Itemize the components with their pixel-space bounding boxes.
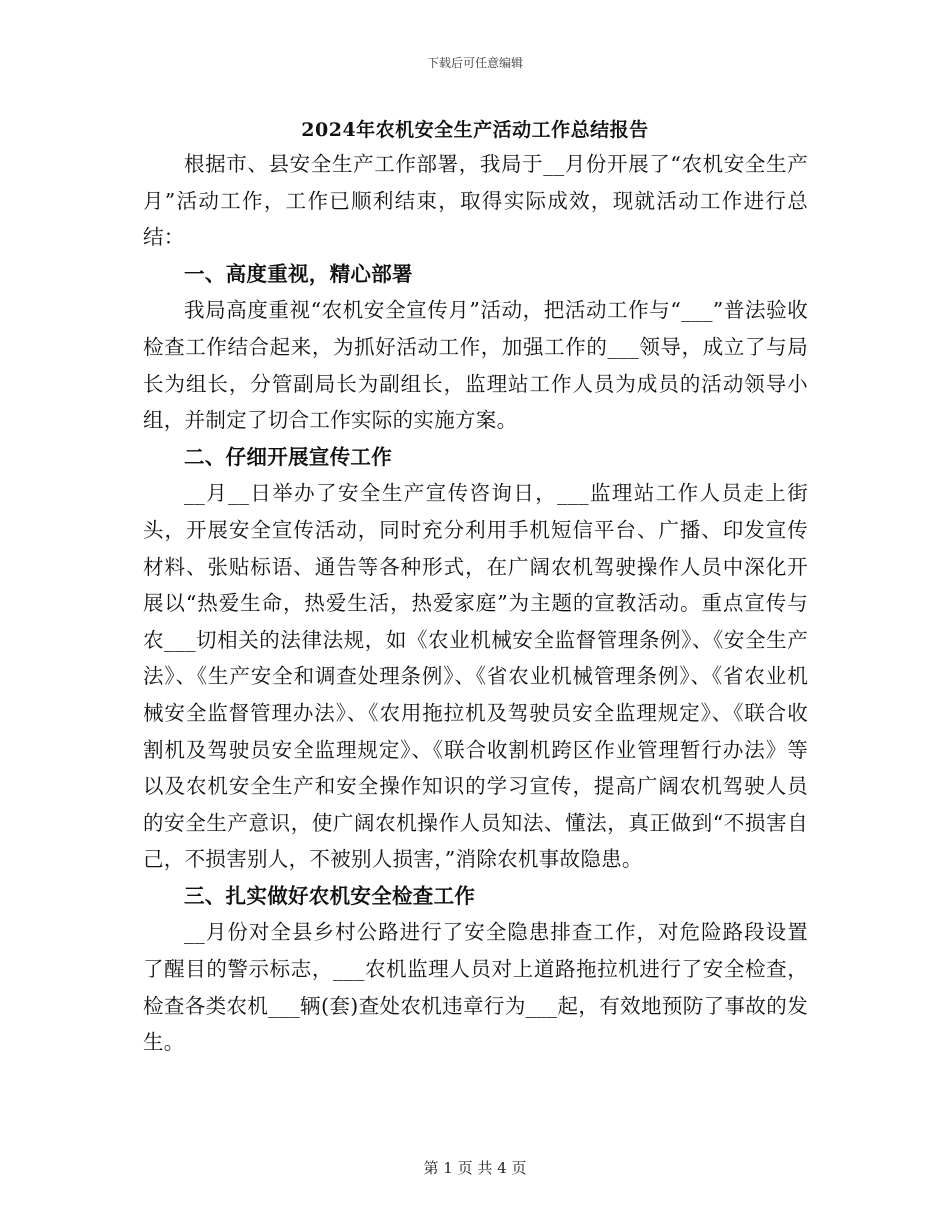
page-number: 第 1 页 共 4 页 — [423, 1159, 527, 1177]
section-3-heading: 三、扎实做好农机安全检查工作 — [184, 883, 476, 908]
intro-paragraph: 根据市、县安全生产工作部署，我局于__月份开展了“农机安全生产月”活动工作，工作已顺利结束，取得实际成效，现就活动工作进行总结： — [143, 152, 808, 250]
section-2-heading: 二、仔细开展宣传工作 — [184, 444, 392, 469]
section-2-paragraph: __月__日举办了安全生产宣传咨询日，___监理站工作人员走上街头，开展安全宣传活动，同时充分利用手机短信平台、广播、印发宣传材料、张贴标语、通告等各种形式，在广阔农机驾驶操作人员中深化开展以“热爱生命，热爱生活，热爱家庭”为主题的宣教活动。重点宣传与农___切相关的法律法规，如《农业机械安全监督管理条例》、《安全生产法》、《生产安全和调查处理条例》、《省农业机械管理条例》、《省农业机械安全监督管理办法》、《农用拖拉机及驾驶员安全监理规定》、《联合收割机及驾驶员安全监理规定》、《联合收割机跨区作业管理暂行办法》等以及农机安全生产和安全操作知识的学习宣传，提高广阔农机驾驶人员的安全生产意识，使广阔农机操作人员知法、懂法，真正做到“不损害自己，不损害别人，不被别人损害，”消除农机事故隐患。 — [143, 481, 808, 872]
section-1-paragraph: 我局高度重视“农机安全宣传月”活动，把活动工作与“___”普法验收检查工作结合起来，为抓好活动工作，加强工作的___领导，成立了与局长为组长，分管副局长为副组长，监理站工作人员为成员的活动领导小组，并制定了切合工作实际的实施方案。 — [143, 298, 808, 433]
header-note: 下载后可任意编辑 — [426, 56, 523, 70]
section-3-paragraph: __月份对全县乡村公路进行了安全隐患排查工作，对危险路段设置了醒目的警示标志，___农机监理人员对上道路拖拉机进行了安全检查，检查各类农机___辆(套)查处农机违章行为___起，有效地预防了事故的发生。 — [143, 920, 808, 1055]
document-body — [143, 146, 808, 1061]
document-title: 2024年农机安全生产活动工作总结报告 — [301, 119, 649, 141]
section-1-heading: 一、高度重视，精心部署 — [184, 261, 413, 286]
